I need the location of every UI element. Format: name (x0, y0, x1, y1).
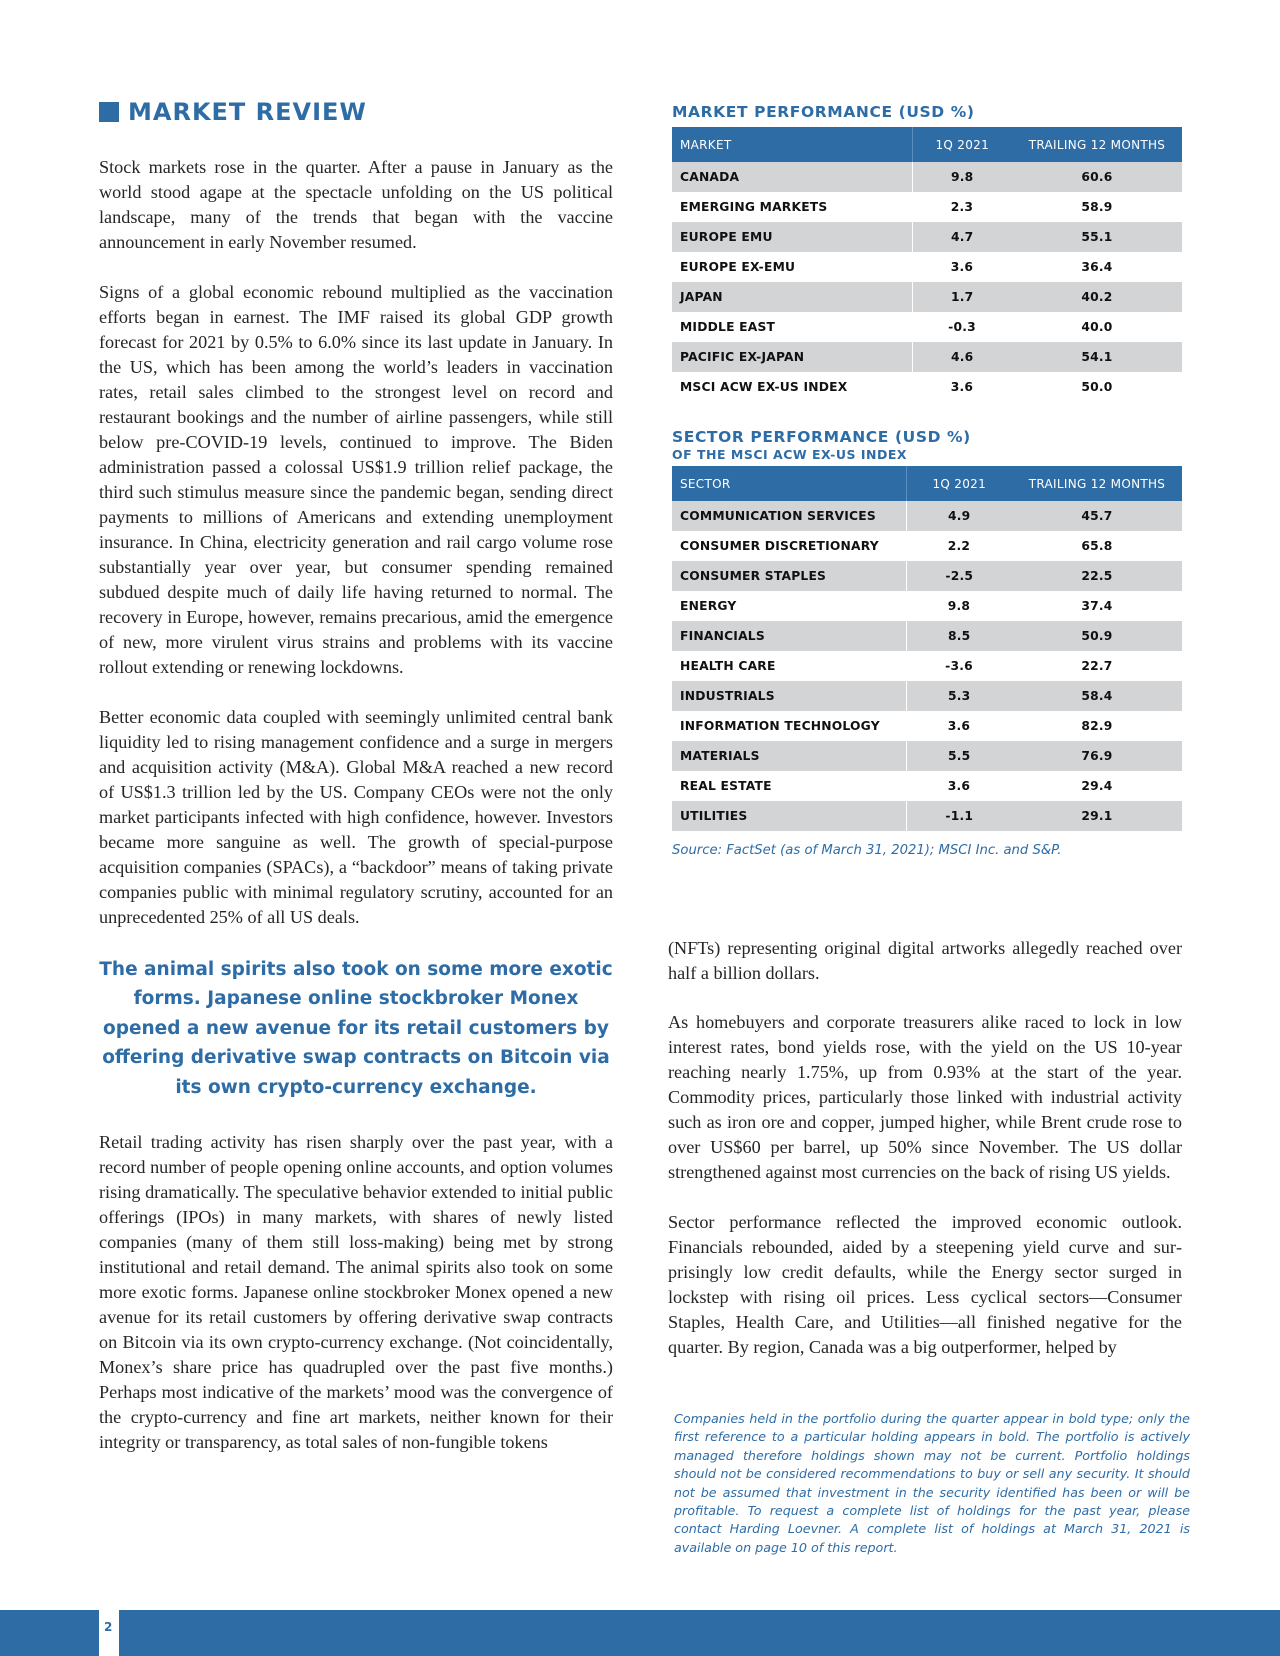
table-row (672, 771, 1182, 801)
table-row (672, 651, 1182, 681)
row-label: PACIFIC EX-JAPAN (672, 342, 912, 372)
quarter-return: 4.6 (912, 342, 1012, 372)
pull-quote: The animal spirits also took on some more exotic forms. Japanese online stockbroker Monex opened a new avenue for its retail customers by offering derivative swap contracts on Bitcoin via its own crypto-currency exchange. (99, 959, 613, 1098)
trailing-return: 37.4 (1081, 599, 1113, 613)
market-performance-table (672, 127, 1183, 402)
paragraph: Retail trading activity has risen sharply over the past year, with a record number of people opening online accounts, and option volumes rising dramatically. The speculative behavior extended to initial public offerings (IPOs) in many markets, with shares of newly listed companies (many of them still loss-making) being met by strong institutional and retail demand. The animal spirits also took on some more exotic forms. Japanese online stockbroker Monex opened a new avenue for its retail customers by offering derivative swap contracts on Bitcoin via its own crypto-currency exchange. (Not coincidentally, Monex’s share price has quadrupled over the past five months.) Perhaps most indicative of the markets’ mood was the convergence of the crypto-currency and fine art markets, neither known for their integrity or transparency, as total sales of non-fungible tokens (99, 1132, 613, 1453)
row-label: MIDDLE EAST (680, 320, 776, 334)
trailing-return: 22.5 (1012, 561, 1182, 591)
table-row (672, 621, 1182, 651)
table-row (672, 801, 1182, 831)
trailing-return: 58.9 (1081, 200, 1113, 214)
trailing-return: 29.4 (1081, 779, 1113, 793)
trailing-return: 76.9 (1012, 741, 1182, 771)
paragraph: Better economic data coupled with seemingly unlimited central bank liquidity led to rising management confidence and a surge in mergers and acquisition activity (M&A). Global M&A reached a new record of US$1.3 trillion led by the US. Company CEOs were not the only market participants infected with high confidence, however. Investors became more sanguine as well. The growth of special-purpose acquisition companies (SPACs), a “backdoor” means of taking private companies public with minimal regulatory scrutiny, accounted for an unprecedented 25% of all US deals. (99, 707, 613, 927)
page-number: 2 (104, 1620, 113, 1634)
trailing-return: 50.9 (1012, 621, 1182, 651)
row-label: INDUSTRIALS (672, 681, 906, 711)
quarter-return: -0.3 (948, 320, 976, 334)
quarter-return: -3.6 (945, 659, 973, 673)
row-label: EUROPE EX-EMU (680, 260, 796, 274)
table-row (672, 252, 1182, 282)
quarter-return: 8.5 (906, 621, 1012, 651)
trailing-return: 55.1 (1012, 222, 1182, 252)
table-header-row (672, 466, 1182, 501)
section-title: MARKET REVIEW (128, 98, 367, 126)
column-header: 1Q 2021 (912, 127, 1012, 162)
table-header-row (672, 127, 1182, 162)
quarter-return: 2.3 (950, 200, 974, 214)
row-label: EUROPE EMU (672, 222, 912, 252)
trailing-return: 82.9 (1081, 719, 1113, 733)
quarter-return: 3.6 (947, 719, 971, 733)
trailing-return: 40.2 (1012, 282, 1182, 312)
trailing-return: 36.4 (1081, 260, 1113, 274)
quarter-return: 5.3 (906, 681, 1012, 711)
paragraph: (NFTs) representing original digital artworks allegedly reached over half a billion dollars. (668, 938, 1182, 983)
table-row (672, 501, 1182, 531)
left-column (99, 155, 613, 1480)
trailing-return: 58.4 (1012, 681, 1182, 711)
row-label: MSCI ACW EX-US INDEX (680, 380, 848, 394)
right-column (668, 1010, 1182, 1385)
row-label: CANADA (672, 162, 912, 192)
trailing-return: 54.1 (1012, 342, 1182, 372)
column-header: 1Q 2021 (906, 466, 1012, 501)
row-label: MATERIALS (672, 741, 906, 771)
quarter-return: 2.2 (947, 539, 971, 553)
quarter-return: 4.7 (912, 222, 1012, 252)
paragraph: As homebuyers and corporate treasurers alike raced to lock in low interest rates, bond yields rose, with the yield on the US 10-year reaching nearly 1.75%, up from 0.93% at the start of the year. Commodity prices, particularly those linked with industrial activity such as iron ore and copper, jumped higher, while Brent crude rose to over US$60 per barrel, up 50% since November. The US dollar strengthened against most currencies on the back of rising US yields. (668, 1012, 1182, 1182)
quarter-return: 3.6 (947, 779, 971, 793)
table-row (672, 561, 1182, 591)
paragraph: Signs of a global economic rebound multiplied as the vaccination efforts began in earnest. The IMF raised its global GDP growth forecast for 2021 by 0.5% to 6.0% since its last update in January. In the US, which has been among the world’s leaders in vaccination rates, retail sales climbed to the strongest level on record and restaurant bookings and the number of airline passengers, while still below pre-COVID-19 levels, continued to improve. The Biden administration passed a colossal US$1.9 trillion relief package, the third such stimulus measure since the pandemic began, sending direct payments to millions of Americans and extending unemployment insurance. In China, electricity generation and rail cargo volume rose substantially year over year, but consumer spending remained subdued despite much of daily life having returned to normal. The recovery in Europe, however, remains precarious, amid the emergence of new, more virulent virus strains and problems with its vaccine rollout extending or renewing lockdowns. (99, 282, 613, 677)
quarter-return: 5.5 (906, 741, 1012, 771)
quarter-return: 1.7 (912, 282, 1012, 312)
quarter-return: 9.8 (912, 162, 1012, 192)
row-label: ENERGY (680, 599, 737, 613)
quarter-return: 3.6 (950, 260, 974, 274)
footer-bar (0, 1610, 1280, 1656)
row-label: JAPAN (672, 282, 912, 312)
quarter-return: -1.1 (906, 801, 1012, 831)
table-row (672, 531, 1182, 561)
heading-square-icon (99, 102, 119, 122)
sector-table-title: SECTOR PERFORMANCE (USD %) (672, 428, 971, 446)
row-label: REAL ESTATE (680, 779, 772, 793)
quarter-return: 3.6 (950, 380, 974, 394)
row-label: CONSUMER STAPLES (672, 561, 906, 591)
trailing-return: 60.6 (1012, 162, 1182, 192)
column-header: TRAILING 12 MONTHS (1012, 466, 1182, 501)
table-row (672, 741, 1182, 771)
table-row (672, 591, 1182, 621)
column-header: MARKET (672, 127, 912, 162)
column-header: TRAILING 12 MONTHS (1012, 127, 1182, 162)
right-column-continuation (668, 936, 1182, 1011)
section-heading (99, 98, 367, 126)
table-row (672, 222, 1182, 252)
sector-table-subtitle: OF THE MSCI ACW EX-US INDEX (672, 447, 908, 462)
row-label: INFORMATION TECHNOLOGY (680, 719, 880, 733)
table-row (672, 342, 1182, 372)
table-row (672, 192, 1182, 222)
row-label: EMERGING MARKETS (680, 200, 828, 214)
row-label: CONSUMER DISCRETIONARY (680, 539, 879, 553)
trailing-return: 29.1 (1012, 801, 1182, 831)
quarter-return: 4.9 (906, 501, 1012, 531)
trailing-return: 22.7 (1081, 659, 1113, 673)
sector-performance-table (672, 466, 1183, 831)
trailing-return: 65.8 (1081, 539, 1113, 553)
source-note: Source: FactSet (as of March 31, 2021); MSCI Inc. and S&P. (672, 843, 1062, 858)
row-label: UTILITIES (672, 801, 906, 831)
row-label: HEALTH CARE (680, 659, 776, 673)
table-row (672, 312, 1182, 342)
quarter-return: -2.5 (906, 561, 1012, 591)
paragraph: Sector performance reflected the improved economic outlook. Financials rebounded, aided by a steepening yield curve and surprisingly low credit defaults, while the Energy sector surged in lockstep with rising oil prices. Less cyclical sectors—Consumer Staples, Health Care, and Utilities—all finished negative for the quarter. By region, Canada was a big outperformer, helped by (668, 1212, 1182, 1357)
table-row (672, 282, 1182, 312)
holdings-disclaimer: Companies held in the portfolio during the quarter appear in bold type; only the first reference to a particular holding appears in bold. The portfolio is actively managed therefore holdings shown may not be current. Portfolio holdings should not be considered recommendations to buy or sell any security. It should not be assumed that investment in the security identified has been or will be profitable. To request a complete list of holdings for the past year, please contact Harding Loevner. A complete list of holdings at March 31, 2021 is available on page 10 of this report. (674, 1411, 1190, 1555)
table-row (672, 681, 1182, 711)
trailing-return: 45.7 (1012, 501, 1182, 531)
trailing-return: 40.0 (1081, 320, 1113, 334)
market-performance-block (672, 103, 1182, 402)
row-label: COMMUNICATION SERVICES (672, 501, 906, 531)
paragraph: Stock markets rose in the quarter. After a pause in January as the world stood agape at the spectacle unfolding on the US political landscape, many of the trends that began with the vaccine announcement in early November resumed. (99, 157, 613, 252)
column-header: SECTOR (672, 466, 906, 501)
table-row (672, 372, 1182, 402)
quarter-return: 9.8 (947, 599, 971, 613)
row-label: FINANCIALS (672, 621, 906, 651)
market-table-title: MARKET PERFORMANCE (USD %) (672, 103, 975, 121)
table-row (672, 162, 1182, 192)
trailing-return: 50.0 (1081, 380, 1113, 394)
sector-performance-block (672, 428, 1182, 858)
table-row (672, 711, 1182, 741)
